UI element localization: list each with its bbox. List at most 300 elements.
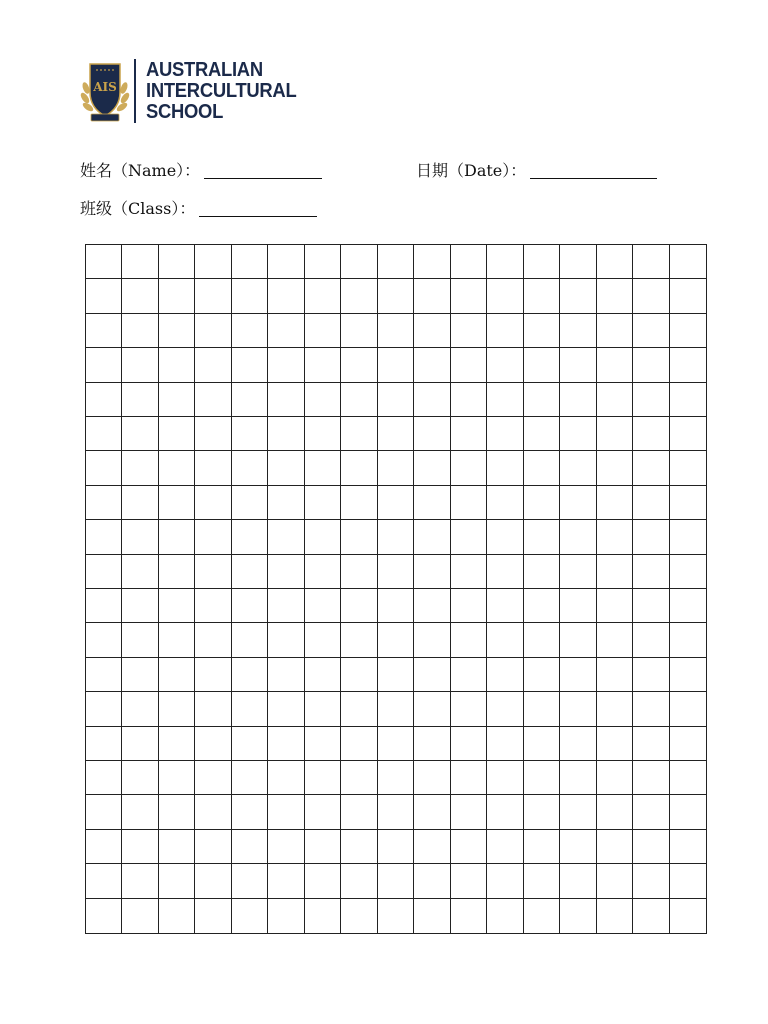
- grid-cell[interactable]: [195, 451, 231, 485]
- grid-cell[interactable]: [633, 245, 669, 279]
- grid-cell[interactable]: [341, 830, 377, 864]
- grid-cell[interactable]: [524, 727, 560, 761]
- grid-cell[interactable]: [86, 348, 122, 382]
- grid-cell[interactable]: [232, 279, 268, 313]
- grid-cell[interactable]: [560, 623, 596, 657]
- grid-cell[interactable]: [378, 245, 414, 279]
- grid-cell[interactable]: [86, 623, 122, 657]
- grid-cell[interactable]: [232, 486, 268, 520]
- grid-cell[interactable]: [633, 520, 669, 554]
- grid-cell[interactable]: [195, 520, 231, 554]
- grid-cell[interactable]: [86, 555, 122, 589]
- grid-cell[interactable]: [487, 899, 523, 933]
- grid-cell[interactable]: [232, 727, 268, 761]
- grid-cell[interactable]: [341, 279, 377, 313]
- grid-cell[interactable]: [86, 245, 122, 279]
- grid-cell[interactable]: [122, 692, 158, 726]
- grid-cell[interactable]: [597, 761, 633, 795]
- grid-cell[interactable]: [268, 555, 304, 589]
- grid-cell[interactable]: [597, 727, 633, 761]
- grid-cell[interactable]: [597, 555, 633, 589]
- grid-cell[interactable]: [487, 486, 523, 520]
- grid-cell[interactable]: [195, 658, 231, 692]
- grid-cell[interactable]: [305, 348, 341, 382]
- grid-cell[interactable]: [560, 658, 596, 692]
- grid-cell[interactable]: [670, 245, 706, 279]
- grid-cell[interactable]: [305, 279, 341, 313]
- grid-cell[interactable]: [597, 899, 633, 933]
- grid-cell[interactable]: [122, 658, 158, 692]
- grid-cell[interactable]: [633, 417, 669, 451]
- grid-cell[interactable]: [487, 830, 523, 864]
- grid-cell[interactable]: [159, 795, 195, 829]
- grid-cell[interactable]: [159, 417, 195, 451]
- grid-cell[interactable]: [232, 451, 268, 485]
- grid-cell[interactable]: [633, 899, 669, 933]
- grid-cell[interactable]: [633, 623, 669, 657]
- grid-cell[interactable]: [341, 727, 377, 761]
- grid-cell[interactable]: [122, 795, 158, 829]
- grid-cell[interactable]: [86, 520, 122, 554]
- grid-cell[interactable]: [159, 279, 195, 313]
- grid-cell[interactable]: [560, 417, 596, 451]
- grid-cell[interactable]: [487, 520, 523, 554]
- grid-cell[interactable]: [560, 761, 596, 795]
- grid-cell[interactable]: [597, 486, 633, 520]
- grid-cell[interactable]: [122, 623, 158, 657]
- grid-cell[interactable]: [268, 658, 304, 692]
- grid-cell[interactable]: [378, 761, 414, 795]
- grid-cell[interactable]: [86, 486, 122, 520]
- grid-cell[interactable]: [159, 314, 195, 348]
- grid-cell[interactable]: [451, 658, 487, 692]
- grid-cell[interactable]: [670, 451, 706, 485]
- grid-cell[interactable]: [414, 348, 450, 382]
- grid-cell[interactable]: [341, 520, 377, 554]
- grid-cell[interactable]: [86, 761, 122, 795]
- grid-cell[interactable]: [524, 279, 560, 313]
- grid-cell[interactable]: [268, 795, 304, 829]
- grid-cell[interactable]: [524, 692, 560, 726]
- grid-cell[interactable]: [524, 658, 560, 692]
- grid-cell[interactable]: [597, 830, 633, 864]
- grid-cell[interactable]: [305, 383, 341, 417]
- grid-cell[interactable]: [597, 658, 633, 692]
- grid-cell[interactable]: [159, 486, 195, 520]
- grid-cell[interactable]: [195, 314, 231, 348]
- grid-cell[interactable]: [560, 864, 596, 898]
- grid-cell[interactable]: [560, 279, 596, 313]
- grid-cell[interactable]: [268, 864, 304, 898]
- grid-cell[interactable]: [159, 348, 195, 382]
- date-field[interactable]: [416, 161, 657, 181]
- grid-cell[interactable]: [597, 589, 633, 623]
- grid-cell[interactable]: [268, 486, 304, 520]
- grid-cell[interactable]: [232, 555, 268, 589]
- name-field[interactable]: [80, 161, 322, 181]
- grid-cell[interactable]: [232, 899, 268, 933]
- grid-cell[interactable]: [414, 589, 450, 623]
- grid-cell[interactable]: [268, 692, 304, 726]
- name-underline[interactable]: [204, 178, 322, 179]
- grid-cell[interactable]: [195, 830, 231, 864]
- grid-cell[interactable]: [524, 761, 560, 795]
- grid-cell[interactable]: [597, 417, 633, 451]
- grid-cell[interactable]: [378, 727, 414, 761]
- grid-cell[interactable]: [86, 417, 122, 451]
- grid-cell[interactable]: [86, 795, 122, 829]
- grid-cell[interactable]: [195, 279, 231, 313]
- grid-cell[interactable]: [414, 486, 450, 520]
- grid-cell[interactable]: [195, 245, 231, 279]
- grid-cell[interactable]: [195, 899, 231, 933]
- grid-cell[interactable]: [232, 348, 268, 382]
- grid-cell[interactable]: [597, 520, 633, 554]
- grid-cell[interactable]: [487, 314, 523, 348]
- grid-cell[interactable]: [195, 727, 231, 761]
- grid-cell[interactable]: [670, 761, 706, 795]
- grid-cell[interactable]: [560, 899, 596, 933]
- grid-cell[interactable]: [597, 279, 633, 313]
- grid-cell[interactable]: [670, 279, 706, 313]
- grid-cell[interactable]: [341, 486, 377, 520]
- grid-cell[interactable]: [524, 451, 560, 485]
- grid-cell[interactable]: [122, 555, 158, 589]
- grid-cell[interactable]: [378, 451, 414, 485]
- grid-cell[interactable]: [633, 348, 669, 382]
- grid-cell[interactable]: [633, 314, 669, 348]
- grid-cell[interactable]: [451, 314, 487, 348]
- grid-cell[interactable]: [305, 864, 341, 898]
- grid-cell[interactable]: [268, 417, 304, 451]
- grid-cell[interactable]: [232, 795, 268, 829]
- grid-cell[interactable]: [414, 864, 450, 898]
- grid-cell[interactable]: [487, 555, 523, 589]
- grid-cell[interactable]: [414, 520, 450, 554]
- grid-cell[interactable]: [597, 795, 633, 829]
- grid-cell[interactable]: [195, 761, 231, 795]
- grid-cell[interactable]: [159, 383, 195, 417]
- grid-cell[interactable]: [195, 692, 231, 726]
- grid-cell[interactable]: [341, 692, 377, 726]
- grid-cell[interactable]: [268, 899, 304, 933]
- grid-cell[interactable]: [86, 658, 122, 692]
- grid-cell[interactable]: [560, 314, 596, 348]
- grid-cell[interactable]: [86, 451, 122, 485]
- grid-cell[interactable]: [670, 830, 706, 864]
- grid-cell[interactable]: [159, 520, 195, 554]
- grid-cell[interactable]: [670, 899, 706, 933]
- grid-cell[interactable]: [159, 899, 195, 933]
- grid-cell[interactable]: [378, 555, 414, 589]
- grid-cell[interactable]: [633, 692, 669, 726]
- grid-cell[interactable]: [159, 623, 195, 657]
- grid-cell[interactable]: [268, 589, 304, 623]
- grid-cell[interactable]: [232, 830, 268, 864]
- grid-cell[interactable]: [232, 383, 268, 417]
- grid-cell[interactable]: [560, 451, 596, 485]
- grid-cell[interactable]: [341, 417, 377, 451]
- grid-cell[interactable]: [670, 486, 706, 520]
- grid-cell[interactable]: [451, 864, 487, 898]
- grid-cell[interactable]: [195, 589, 231, 623]
- grid-cell[interactable]: [414, 761, 450, 795]
- grid-cell[interactable]: [195, 348, 231, 382]
- grid-cell[interactable]: [305, 245, 341, 279]
- grid-cell[interactable]: [305, 692, 341, 726]
- grid-cell[interactable]: [487, 589, 523, 623]
- grid-cell[interactable]: [487, 279, 523, 313]
- grid-cell[interactable]: [122, 520, 158, 554]
- grid-cell[interactable]: [378, 486, 414, 520]
- grid-cell[interactable]: [159, 727, 195, 761]
- grid-cell[interactable]: [268, 520, 304, 554]
- grid-cell[interactable]: [122, 830, 158, 864]
- grid-cell[interactable]: [633, 658, 669, 692]
- grid-cell[interactable]: [560, 520, 596, 554]
- grid-cell[interactable]: [122, 314, 158, 348]
- grid-cell[interactable]: [414, 417, 450, 451]
- grid-cell[interactable]: [524, 589, 560, 623]
- grid-cell[interactable]: [633, 589, 669, 623]
- grid-cell[interactable]: [341, 383, 377, 417]
- grid-cell[interactable]: [670, 864, 706, 898]
- grid-cell[interactable]: [341, 864, 377, 898]
- grid-cell[interactable]: [597, 451, 633, 485]
- grid-cell[interactable]: [232, 417, 268, 451]
- grid-cell[interactable]: [86, 864, 122, 898]
- grid-cell[interactable]: [560, 348, 596, 382]
- grid-cell[interactable]: [451, 795, 487, 829]
- grid-cell[interactable]: [378, 348, 414, 382]
- grid-cell[interactable]: [560, 245, 596, 279]
- grid-cell[interactable]: [159, 245, 195, 279]
- grid-cell[interactable]: [414, 899, 450, 933]
- grid-cell[interactable]: [305, 658, 341, 692]
- grid-cell[interactable]: [378, 899, 414, 933]
- grid-cell[interactable]: [159, 864, 195, 898]
- grid-cell[interactable]: [414, 279, 450, 313]
- grid-cell[interactable]: [524, 245, 560, 279]
- grid-cell[interactable]: [451, 589, 487, 623]
- grid-cell[interactable]: [633, 451, 669, 485]
- grid-cell[interactable]: [597, 864, 633, 898]
- grid-cell[interactable]: [195, 864, 231, 898]
- grid-cell[interactable]: [670, 692, 706, 726]
- grid-cell[interactable]: [414, 623, 450, 657]
- grid-cell[interactable]: [268, 383, 304, 417]
- grid-cell[interactable]: [451, 727, 487, 761]
- grid-cell[interactable]: [560, 727, 596, 761]
- grid-cell[interactable]: [560, 692, 596, 726]
- grid-cell[interactable]: [341, 348, 377, 382]
- grid-cell[interactable]: [268, 279, 304, 313]
- grid-cell[interactable]: [524, 486, 560, 520]
- grid-cell[interactable]: [195, 623, 231, 657]
- grid-cell[interactable]: [487, 761, 523, 795]
- grid-cell[interactable]: [597, 623, 633, 657]
- grid-cell[interactable]: [597, 383, 633, 417]
- grid-cell[interactable]: [451, 417, 487, 451]
- grid-cell[interactable]: [341, 623, 377, 657]
- grid-cell[interactable]: [524, 520, 560, 554]
- grid-cell[interactable]: [86, 899, 122, 933]
- grid-cell[interactable]: [487, 623, 523, 657]
- grid-cell[interactable]: [487, 417, 523, 451]
- grid-cell[interactable]: [378, 314, 414, 348]
- grid-cell[interactable]: [670, 589, 706, 623]
- grid-cell[interactable]: [122, 486, 158, 520]
- grid-cell[interactable]: [268, 761, 304, 795]
- grid-cell[interactable]: [305, 830, 341, 864]
- grid-cell[interactable]: [524, 864, 560, 898]
- grid-cell[interactable]: [86, 279, 122, 313]
- grid-cell[interactable]: [451, 623, 487, 657]
- grid-cell[interactable]: [597, 692, 633, 726]
- grid-cell[interactable]: [451, 692, 487, 726]
- grid-cell[interactable]: [195, 555, 231, 589]
- grid-cell[interactable]: [451, 383, 487, 417]
- grid-cell[interactable]: [232, 314, 268, 348]
- grid-cell[interactable]: [159, 451, 195, 485]
- grid-cell[interactable]: [451, 761, 487, 795]
- grid-cell[interactable]: [268, 348, 304, 382]
- grid-cell[interactable]: [378, 795, 414, 829]
- grid-cell[interactable]: [268, 245, 304, 279]
- grid-cell[interactable]: [451, 348, 487, 382]
- grid-cell[interactable]: [524, 348, 560, 382]
- grid-cell[interactable]: [305, 727, 341, 761]
- grid-cell[interactable]: [524, 899, 560, 933]
- grid-cell[interactable]: [487, 348, 523, 382]
- grid-cell[interactable]: [524, 383, 560, 417]
- grid-cell[interactable]: [232, 589, 268, 623]
- grid-cell[interactable]: [341, 899, 377, 933]
- grid-cell[interactable]: [122, 864, 158, 898]
- grid-cell[interactable]: [560, 486, 596, 520]
- grid-cell[interactable]: [451, 245, 487, 279]
- grid-cell[interactable]: [451, 555, 487, 589]
- grid-cell[interactable]: [633, 279, 669, 313]
- grid-cell[interactable]: [633, 555, 669, 589]
- grid-cell[interactable]: [487, 451, 523, 485]
- grid-cell[interactable]: [378, 692, 414, 726]
- grid-cell[interactable]: [86, 314, 122, 348]
- grid-cell[interactable]: [597, 314, 633, 348]
- grid-cell[interactable]: [341, 245, 377, 279]
- grid-cell[interactable]: [597, 245, 633, 279]
- grid-cell[interactable]: [670, 658, 706, 692]
- grid-cell[interactable]: [451, 451, 487, 485]
- grid-cell[interactable]: [633, 383, 669, 417]
- grid-cell[interactable]: [670, 383, 706, 417]
- grid-cell[interactable]: [86, 692, 122, 726]
- grid-cell[interactable]: [524, 417, 560, 451]
- grid-cell[interactable]: [633, 486, 669, 520]
- grid-cell[interactable]: [414, 555, 450, 589]
- grid-cell[interactable]: [268, 451, 304, 485]
- class-underline[interactable]: [199, 216, 317, 217]
- grid-cell[interactable]: [670, 555, 706, 589]
- grid-cell[interactable]: [341, 589, 377, 623]
- grid-cell[interactable]: [597, 348, 633, 382]
- grid-cell[interactable]: [560, 830, 596, 864]
- grid-cell[interactable]: [232, 761, 268, 795]
- grid-cell[interactable]: [414, 245, 450, 279]
- grid-cell[interactable]: [122, 279, 158, 313]
- grid-cell[interactable]: [86, 589, 122, 623]
- grid-cell[interactable]: [86, 830, 122, 864]
- grid-cell[interactable]: [378, 589, 414, 623]
- grid-cell[interactable]: [122, 589, 158, 623]
- grid-cell[interactable]: [159, 589, 195, 623]
- grid-cell[interactable]: [341, 451, 377, 485]
- grid-cell[interactable]: [670, 417, 706, 451]
- grid-cell[interactable]: [378, 658, 414, 692]
- grid-cell[interactable]: [487, 864, 523, 898]
- grid-cell[interactable]: [670, 520, 706, 554]
- grid-cell[interactable]: [451, 830, 487, 864]
- grid-cell[interactable]: [305, 589, 341, 623]
- grid-cell[interactable]: [633, 795, 669, 829]
- grid-cell[interactable]: [305, 899, 341, 933]
- grid-cell[interactable]: [487, 658, 523, 692]
- grid-cell[interactable]: [560, 383, 596, 417]
- grid-cell[interactable]: [305, 417, 341, 451]
- grid-cell[interactable]: [560, 555, 596, 589]
- grid-cell[interactable]: [268, 314, 304, 348]
- grid-cell[interactable]: [159, 692, 195, 726]
- grid-cell[interactable]: [232, 658, 268, 692]
- grid-cell[interactable]: [341, 314, 377, 348]
- grid-cell[interactable]: [487, 383, 523, 417]
- grid-cell[interactable]: [341, 795, 377, 829]
- grid-cell[interactable]: [414, 314, 450, 348]
- grid-cell[interactable]: [122, 245, 158, 279]
- grid-cell[interactable]: [268, 623, 304, 657]
- grid-cell[interactable]: [232, 623, 268, 657]
- grid-cell[interactable]: [378, 623, 414, 657]
- grid-cell[interactable]: [670, 795, 706, 829]
- grid-cell[interactable]: [451, 279, 487, 313]
- grid-cell[interactable]: [414, 658, 450, 692]
- grid-cell[interactable]: [378, 864, 414, 898]
- grid-cell[interactable]: [268, 830, 304, 864]
- grid-cell[interactable]: [524, 623, 560, 657]
- grid-cell[interactable]: [524, 830, 560, 864]
- grid-cell[interactable]: [341, 658, 377, 692]
- grid-cell[interactable]: [633, 727, 669, 761]
- grid-cell[interactable]: [487, 692, 523, 726]
- grid-cell[interactable]: [524, 555, 560, 589]
- grid-cell[interactable]: [305, 314, 341, 348]
- grid-cell[interactable]: [378, 383, 414, 417]
- grid-cell[interactable]: [305, 451, 341, 485]
- grid-cell[interactable]: [414, 451, 450, 485]
- grid-cell[interactable]: [305, 761, 341, 795]
- grid-cell[interactable]: [268, 727, 304, 761]
- grid-cell[interactable]: [305, 623, 341, 657]
- grid-cell[interactable]: [414, 692, 450, 726]
- grid-cell[interactable]: [670, 727, 706, 761]
- grid-cell[interactable]: [195, 383, 231, 417]
- grid-cell[interactable]: [305, 486, 341, 520]
- writing-grid[interactable]: [85, 244, 707, 934]
- grid-cell[interactable]: [670, 348, 706, 382]
- grid-cell[interactable]: [232, 692, 268, 726]
- grid-cell[interactable]: [195, 795, 231, 829]
- grid-cell[interactable]: [305, 520, 341, 554]
